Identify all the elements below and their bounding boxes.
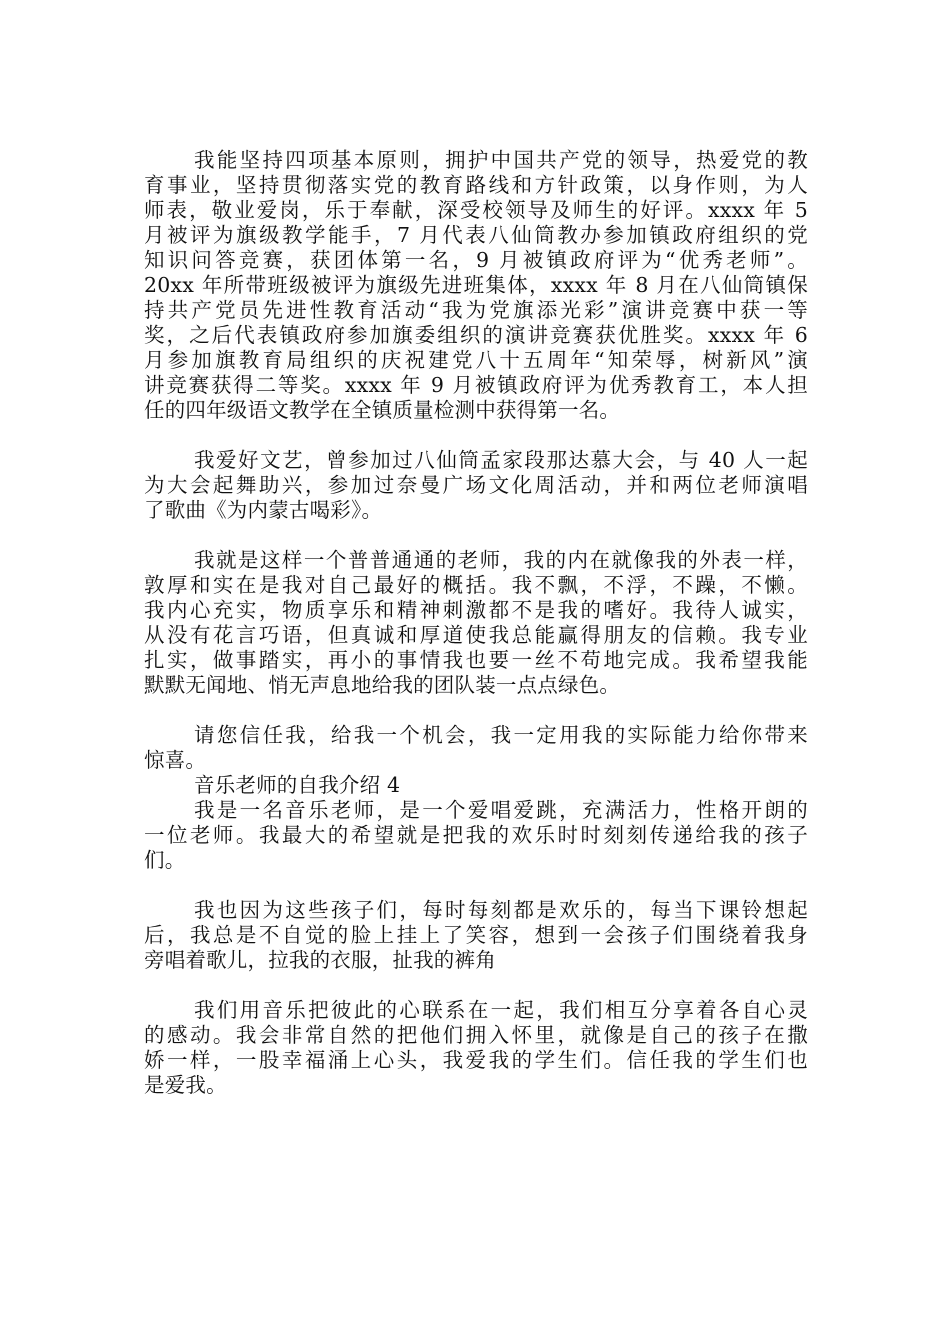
text-line: 讲竞赛获得二等奖。xxxx 年 9 月被镇政府评为优秀教育工，本人担: [144, 373, 808, 397]
text-line: 我也因为这些孩子们，每时每刻都是欢乐的，每当下课铃想起: [194, 898, 808, 922]
text-line: 敦厚和实在是我对自己最好的概括。我不飘，不浮，不躁，不懒。: [144, 573, 808, 597]
text-line: 扎实，做事踏实，再小的事情我也要一丝不苟地完成。我希望我能: [144, 648, 808, 672]
text-line: 从没有花言巧语，但真诚和厚道使我总能赢得朋友的信赖。我专业: [144, 623, 808, 647]
text-line: 我内心充实，物质享乐和精神刺激都不是我的嗜好。我待人诚实，: [144, 598, 808, 622]
text-line: 是爱我。: [144, 1073, 227, 1097]
text-line: 任的四年级语文教学在全镇质量检测中获得第一名。: [144, 398, 621, 422]
text-line: 默默无闻地、悄无声息地给我的团队装一点点绿色。: [144, 673, 621, 697]
text-line: 们。: [144, 848, 186, 872]
text-line: 我能坚持四项基本原则，拥护中国共产党的领导，热爱党的教: [194, 148, 808, 172]
text-line: 为大会起舞助兴，参加过奈曼广场文化周活动，并和两位老师演唱: [144, 473, 808, 497]
text-line: 旁唱着歌儿，拉我的衣服，扯我的裤角: [144, 948, 496, 972]
text-line: 惊喜。: [144, 748, 207, 772]
text-line: 一位老师。我最大的希望就是把我的欢乐时时刻刻传递给我的孩子: [144, 823, 808, 847]
text-line: 娇一样，一股幸福涌上心头，我爱我的学生们。信任我的学生们也: [144, 1048, 808, 1072]
section-heading: 音乐老师的自我介绍 4: [194, 773, 401, 797]
text-line: 后，我总是不自觉的脸上挂上了笑容，想到一会孩子们围绕着我身: [144, 923, 808, 947]
text-line: 我爱好文艺，曾参加过八仙筒孟家段那达慕大会，与 40 人一起: [194, 448, 808, 472]
text-line: 20xx 年所带班级被评为旗级先进班集体，xxxx 年 8 月在八仙筒镇保: [144, 273, 808, 297]
text-line: 师表，敬业爱岗，乐于奉献，深受校领导及师生的好评。xxxx 年 5: [144, 198, 808, 222]
text-line: 我就是这样一个普普通通的老师，我的内在就像我的外表一样，: [194, 548, 808, 572]
text-line: 的感动。我会非常自然的把他们拥入怀里，就像是自己的孩子在撒: [144, 1023, 808, 1047]
text-line: 知识问答竞赛，获团体第一名，9 月被镇政府评为“优秀老师”。: [144, 248, 808, 272]
text-line: 我们用音乐把彼此的心联系在一起，我们相互分享着各自心灵: [194, 998, 808, 1022]
text-line: 月被评为旗级教学能手，7 月代表八仙筒教办参加镇政府组织的党: [144, 223, 808, 247]
text-line: 请您信任我，给我一个机会，我一定用我的实际能力给你带来: [194, 723, 808, 747]
text-line: 持共产党员先进性教育活动“我为党旗添光彩”演讲竞赛中获一等: [144, 298, 808, 322]
text-line: 月参加旗教育局组织的庆祝建党八十五周年“知荣辱，树新风”演: [144, 348, 808, 372]
text-line: 育事业，坚持贯彻落实党的教育路线和方针政策，以身作则，为人: [144, 173, 808, 197]
text-line: 了歌曲《为内蒙古喝彩》。: [144, 498, 383, 522]
text-line: 我是一名音乐老师，是一个爱唱爱跳，充满活力，性格开朗的: [194, 798, 808, 822]
text-line: 奖，之后代表镇政府参加旗委组织的演讲竞赛获优胜奖。xxxx 年 6: [144, 323, 808, 347]
